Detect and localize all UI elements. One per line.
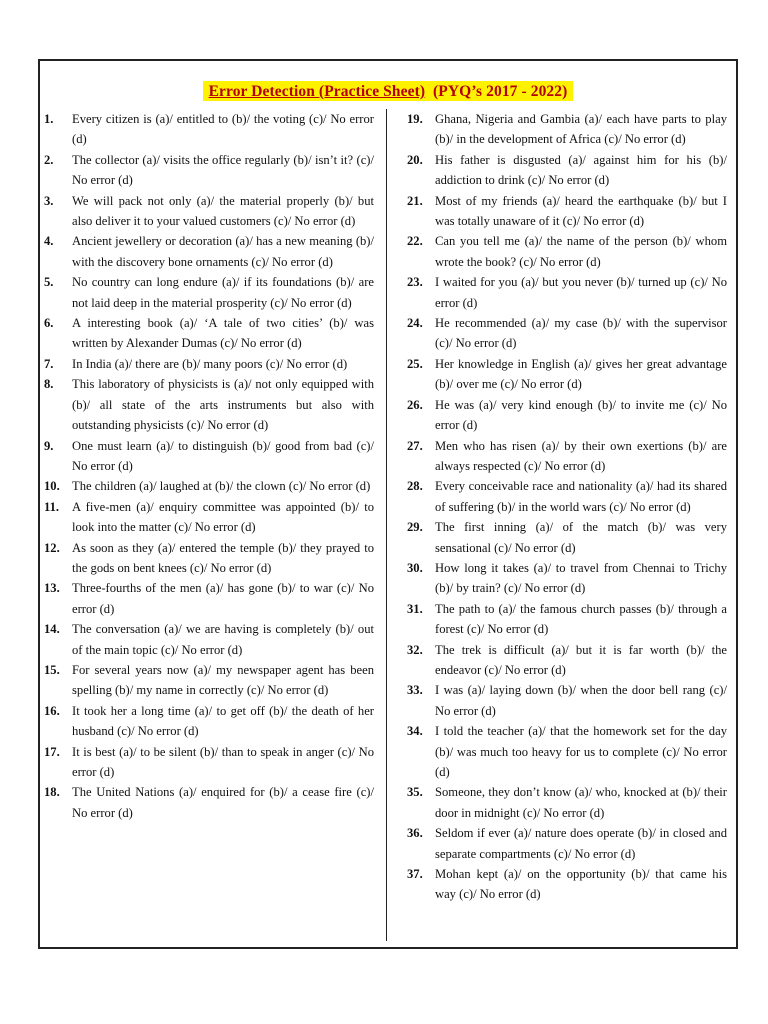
question-number: 17.: [44, 744, 60, 759]
question-text: How long it takes (a)/ to travel from Chennai to Trichy (b)/ by train? (c)/ No error (d): [435, 560, 727, 596]
question-number: 30.: [407, 560, 423, 575]
title-main: Error Detection (Practice Sheet): [208, 83, 426, 100]
question-text: The children (a)/ laughed at (b)/ the clown (c)/ No error (d): [72, 479, 371, 494]
question-text: We will pack not only (a)/ the material properly (b)/ but also deliver it to your valued customers (c)/ No error (d): [72, 193, 374, 229]
practice-sheet: [38, 59, 738, 949]
question-item: [44, 109, 374, 150]
question-item: [44, 150, 374, 191]
question-number: 29.: [407, 520, 423, 535]
question-text: In India (a)/ there are (b)/ many poors (c)/ No error (d): [72, 356, 348, 371]
question-text: He recommended (a)/ my case (b)/ with the supervisor (c)/ No error (d): [435, 316, 727, 351]
question-item: [407, 191, 727, 232]
question-text: The conversation (a)/ we are having is completely (b)/ out of the main topic (c)/ No error (d): [72, 622, 374, 657]
question-number: 5.: [44, 275, 54, 290]
title-years: (PYQ’s 2017 - 2022): [433, 83, 568, 100]
question-number: 22.: [407, 234, 423, 249]
question-text: The United Nations (a)/ enquired for (b)/ a cease fire (c)/ No error (d): [72, 785, 374, 820]
question-item: [407, 231, 727, 272]
question-item: [407, 354, 727, 395]
question-item: [407, 823, 727, 864]
left-column: [44, 109, 374, 823]
question-text: I was (a)/ laying down (b)/ when the door bell rang (c)/ No error (d): [435, 683, 727, 718]
question-item: [44, 374, 374, 435]
question-text: The trek is difficult (a)/ but it is far worth (b)/ the endeavor (c)/ No error (d): [435, 642, 727, 677]
question-number: 16.: [44, 703, 60, 718]
question-item: [407, 150, 727, 191]
question-number: 26.: [407, 397, 423, 412]
question-item: [44, 191, 374, 232]
question-number: 4.: [44, 234, 54, 249]
question-number: 34.: [407, 724, 423, 739]
question-text: Every conceivable race and nationality (a)/ had its shared of suffering (b)/ in the world wars (c)/ No error (d): [435, 479, 727, 514]
question-item: [44, 231, 374, 272]
question-item: [44, 619, 374, 660]
question-number: 14.: [44, 622, 60, 637]
question-text: Men who has risen (a)/ by their own exertions (b)/ are always respected (c)/ No error (d): [435, 438, 727, 473]
question-text: Can you tell me (a)/ the name of the person (b)/ whom wrote the book? (c)/ No error (d): [435, 234, 727, 269]
page-title: [203, 81, 574, 101]
question-text: For several years now (a)/ my newspaper agent has been spelling (b)/ my name in correctly (c)/ No error (d): [72, 662, 374, 698]
question-item: [44, 742, 374, 783]
question-text: Someone, they don’t know (a)/ who, knocked at (b)/ their door in midnight (c)/ No error (d): [435, 785, 727, 820]
question-item: [407, 313, 727, 354]
question-number: 6.: [44, 316, 54, 331]
question-item: [407, 517, 727, 558]
title-row: [40, 81, 736, 101]
question-number: 28.: [407, 479, 423, 494]
question-number: 8.: [44, 377, 54, 392]
question-item: [407, 640, 727, 681]
question-number: 25.: [407, 356, 423, 371]
question-number: 11.: [44, 499, 60, 514]
column-divider: [386, 109, 387, 941]
question-text: Ghana, Nigeria and Gambia (a)/ each have parts to play (b)/ in the development of Africa (c)/ No error (d): [435, 112, 727, 147]
question-item: [44, 476, 374, 496]
question-item: [407, 476, 727, 517]
question-item: [44, 782, 374, 823]
question-number: 19.: [407, 112, 423, 126]
question-item: [407, 599, 727, 640]
question-text: Most of my friends (a)/ heard the earthquake (b)/ but I was totally unaware of it (c)/ No error (d): [435, 193, 727, 229]
question-item: [407, 109, 727, 150]
question-number: 15.: [44, 662, 60, 677]
question-text: Seldom if ever (a)/ nature does operate (b)/ in closed and separate compartments (c)/ No error (d): [435, 826, 727, 861]
question-number: 3.: [44, 193, 54, 208]
question-item: [44, 578, 374, 619]
question-number: 23.: [407, 275, 423, 290]
question-text: He was (a)/ very kind enough (b)/ to invite me (c)/ No error (d): [435, 397, 727, 433]
question-item: [407, 864, 727, 905]
question-item: [44, 538, 374, 579]
question-item: [44, 436, 374, 477]
question-text: One must learn (a)/ to distinguish (b)/ good from bad (c)/ No error (d): [72, 438, 374, 473]
question-item: [407, 272, 727, 313]
question-number: 13.: [44, 581, 60, 596]
question-number: 36.: [407, 826, 423, 841]
question-item: [407, 721, 727, 782]
question-text: A five-men (a)/ enquiry committee was appointed (b)/ to look into the matter (c)/ No error (d): [72, 499, 374, 535]
question-text: I waited for you (a)/ but you never (b)/ turned up (c)/ No error (d): [435, 275, 727, 310]
question-text: A interesting book (a)/ ‘A tale of two cities’ (b)/ was written by Alexander Dumas (c)/ No error (d): [72, 316, 374, 351]
question-item: [44, 660, 374, 701]
question-text: His father is disgusted (a)/ against him for his (b)/ addiction to drink (c)/ No error (d): [435, 152, 727, 188]
question-item: [44, 497, 374, 538]
question-text: I told the teacher (a)/ that the homework set for the day (b)/ was much too heavy for us to complete (c)/ No error (d): [435, 724, 727, 779]
question-text: Her knowledge in English (a)/ gives her great advantage (b)/ over me (c)/ No error (d): [435, 356, 727, 392]
question-text: The collector (a)/ visits the office regularly (b)/ isn’t it? (c)/ No error (d): [72, 152, 374, 188]
question-text: As soon as they (a)/ entered the temple (b)/ they prayed to the gods on bent knees (c)/ No error (d): [72, 540, 374, 575]
question-text: This laboratory of physicists is (a)/ not only equipped with (b)/ all state of the arts instruments but also with outstanding physicists (c)/ No error (d): [72, 377, 374, 433]
question-number: 31.: [407, 601, 423, 616]
question-number: 24.: [407, 316, 423, 331]
question-number: 1.: [44, 112, 54, 126]
question-item: [44, 272, 374, 313]
right-column: [407, 109, 727, 905]
question-text: Every citizen is (a)/ entitled to (b)/ the voting (c)/ No error (d): [72, 112, 374, 147]
question-number: 21.: [407, 193, 423, 208]
question-text: Ancient jewellery or decoration (a)/ has a new meaning (b)/ with the discovery bone ornaments (c)/ No error (d): [72, 234, 374, 269]
question-text: Mohan kept (a)/ on the opportunity (b)/ that came his way (c)/ No error (d): [435, 867, 727, 902]
question-number: 33.: [407, 683, 423, 698]
question-item: [407, 782, 727, 823]
question-number: 2.: [44, 152, 54, 167]
question-text: The path to (a)/ the famous church passes (b)/ through a forest (c)/ No error (d): [435, 601, 727, 637]
question-item: [44, 354, 374, 374]
question-item: [44, 701, 374, 742]
question-number: 18.: [44, 785, 60, 800]
question-number: 7.: [44, 356, 54, 371]
question-item: [407, 680, 727, 721]
question-text: It took her a long time (a)/ to get off (b)/ the death of her husband (c)/ No error (d): [72, 703, 374, 739]
question-number: 10.: [44, 479, 60, 494]
question-text: No country can long endure (a)/ if its foundations (b)/ are not laid deep in the material prosperity (c)/ No error (d): [72, 275, 374, 310]
question-number: 35.: [407, 785, 423, 800]
question-number: 37.: [407, 867, 423, 882]
question-text: The first inning (a)/ of the match (b)/ was very sensational (c)/ No error (d): [435, 520, 727, 555]
question-item: [407, 436, 727, 477]
question-number: 12.: [44, 540, 60, 555]
question-item: [407, 395, 727, 436]
question-item: [44, 313, 374, 354]
question-text: It is best (a)/ to be silent (b)/ than to speak in anger (c)/ No error (d): [72, 744, 374, 779]
question-number: 9.: [44, 438, 54, 453]
question-item: [407, 558, 727, 599]
question-text: Three-fourths of the men (a)/ has gone (b)/ to war (c)/ No error (d): [72, 581, 374, 616]
question-number: 27.: [407, 438, 423, 453]
question-number: 32.: [407, 642, 423, 657]
question-number: 20.: [407, 152, 423, 167]
